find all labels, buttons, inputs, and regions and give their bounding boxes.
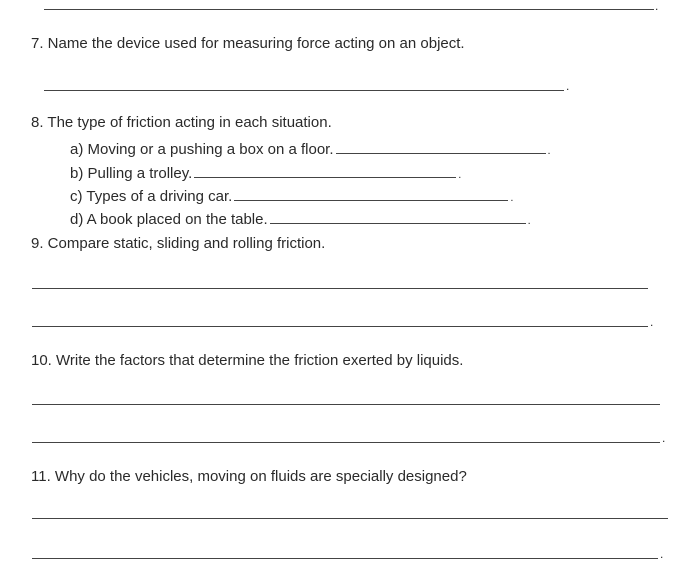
answer-blank-8a — [336, 141, 546, 154]
line-end-period: . — [547, 145, 551, 157]
line-end-period: . — [660, 547, 664, 561]
question-8b — [70, 165, 461, 182]
answer-blank-8c — [234, 188, 508, 201]
answer-line-q9-2 — [32, 326, 648, 327]
line-end-period: . — [510, 192, 514, 204]
answer-line-q7 — [44, 90, 564, 91]
question-11: 11. Why do the vehicles, moving on fluids are specially designed? — [31, 468, 467, 485]
line-end-period: . — [527, 215, 531, 227]
answer-line-q9-1 — [32, 288, 648, 289]
question-9: 9. Compare static, sliding and rolling friction. — [31, 235, 326, 252]
question-8d — [70, 211, 531, 228]
question-8: 8. The type of friction acting in each situation. — [31, 114, 332, 131]
line-end-period: . — [655, 0, 659, 13]
line-end-period: . — [458, 169, 462, 181]
question-8b-text: b) Pulling a trolley. — [70, 165, 193, 182]
question-7: 7. Name the device used for measuring force acting on an object. — [31, 35, 465, 52]
answer-blank-8b — [194, 165, 456, 178]
question-8a-text: a) Moving or a pushing a box on a floor. — [70, 141, 334, 158]
answer-line-q10-2 — [32, 442, 660, 443]
answer-line-q11-2 — [32, 558, 658, 559]
line-end-period: . — [650, 315, 654, 329]
answer-line-top — [44, 9, 654, 10]
answer-line-q11-1 — [32, 518, 668, 519]
question-8a — [70, 141, 551, 158]
question-10: 10. Write the factors that determine the friction exerted by liquids. — [31, 352, 464, 369]
answer-blank-8d — [270, 211, 526, 224]
question-8c — [70, 188, 513, 205]
question-8c-text: c) Types of a driving car. — [70, 188, 233, 205]
question-8d-text: d) A book placed on the table. — [70, 211, 268, 228]
answer-line-q10-1 — [32, 404, 660, 405]
line-end-period: . — [662, 431, 666, 445]
line-end-period: . — [566, 79, 570, 93]
